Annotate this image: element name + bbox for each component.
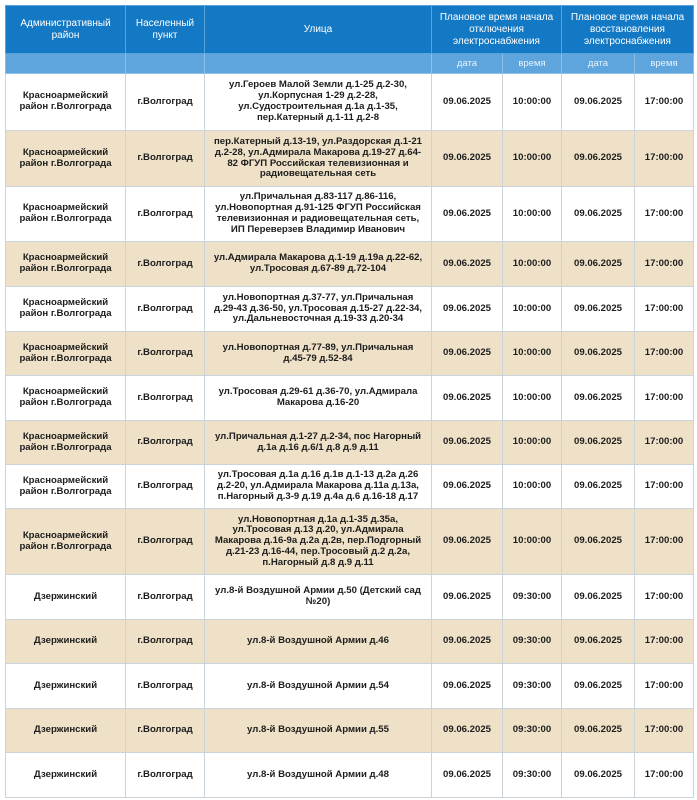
restore-date-cell: 09.06.2025 (562, 332, 635, 376)
table-header (6, 6, 694, 74)
outage-date-cell: 09.06.2025 (432, 421, 503, 465)
outage-time-cell: 10:00:00 (503, 131, 562, 187)
locality-cell: г.Волгоград (126, 187, 205, 242)
streets-cell: ул.8-й Воздушной Армии д.54 (205, 664, 432, 709)
outage-date-cell: 09.06.2025 (432, 74, 503, 131)
streets-cell: ул.8-й Воздушной Армии д.48 (205, 753, 432, 798)
district-cell: Красноармейский район г.Волгограда (6, 287, 126, 332)
district-cell: Красноармейский район г.Волгограда (6, 332, 126, 376)
table-row (6, 131, 694, 187)
outage-time-cell: 10:00:00 (503, 74, 562, 131)
header-locality: Населенный пункт (126, 6, 205, 54)
outage-date-cell: 09.06.2025 (432, 287, 503, 332)
outage-date-cell: 09.06.2025 (432, 664, 503, 709)
district-cell: Дзержинский (6, 753, 126, 798)
outage-date-cell: 09.06.2025 (432, 709, 503, 753)
table-row (6, 187, 694, 242)
restore-time-cell: 17:00:00 (635, 287, 694, 332)
district-cell: Красноармейский район г.Волгограда (6, 187, 126, 242)
locality-cell: г.Волгоград (126, 74, 205, 131)
restore-date-cell: 09.06.2025 (562, 376, 635, 421)
restore-date-cell: 09.06.2025 (562, 74, 635, 131)
streets-cell: ул.Адмирала Макарова д.1-19 д.19а д.22-62, ул.Тросовая д.67-89 д.72-104 (205, 242, 432, 287)
restore-time-cell: 17:00:00 (635, 509, 694, 575)
subheader-district-empty (6, 54, 126, 74)
restore-date-cell: 09.06.2025 (562, 620, 635, 664)
outage-date-cell: 09.06.2025 (432, 187, 503, 242)
restore-time-cell: 17:00:00 (635, 664, 694, 709)
locality-cell: г.Волгоград (126, 242, 205, 287)
outage-date-cell: 09.06.2025 (432, 131, 503, 187)
restore-time-cell: 17:00:00 (635, 187, 694, 242)
restore-date-cell: 09.06.2025 (562, 575, 635, 620)
subheader-street-empty (205, 54, 432, 74)
header-district: Административный район (6, 6, 126, 54)
district-cell: Красноармейский район г.Волгограда (6, 376, 126, 421)
table-body (6, 74, 694, 798)
table-row (6, 421, 694, 465)
restore-time-cell: 17:00:00 (635, 620, 694, 664)
district-cell: Красноармейский район г.Волгограда (6, 509, 126, 575)
locality-cell: г.Волгоград (126, 709, 205, 753)
locality-cell: г.Волгоград (126, 620, 205, 664)
subheader-restore-date: дата (562, 54, 635, 74)
table-row (6, 753, 694, 798)
outage-time-cell: 10:00:00 (503, 509, 562, 575)
restore-time-cell: 17:00:00 (635, 709, 694, 753)
locality-cell: г.Волгоград (126, 131, 205, 187)
restore-date-cell: 09.06.2025 (562, 753, 635, 798)
streets-cell: ул.Причальная д.83-117 д.86-116, ул.Новопортная д.91-125 ФГУП Российская телевизионная и радиовещательная сеть, ИП Переверзев Владимир Иванович (205, 187, 432, 242)
restore-time-cell: 17:00:00 (635, 753, 694, 798)
table-row (6, 465, 694, 509)
outage-date-cell: 09.06.2025 (432, 620, 503, 664)
subheader-outage-time: время (503, 54, 562, 74)
header-row (6, 6, 694, 54)
table-row (6, 242, 694, 287)
table-row (6, 287, 694, 332)
outage-time-cell: 10:00:00 (503, 287, 562, 332)
restore-time-cell: 17:00:00 (635, 242, 694, 287)
restore-date-cell: 09.06.2025 (562, 287, 635, 332)
outage-time-cell: 09:30:00 (503, 620, 562, 664)
power-outage-table (5, 5, 694, 798)
restore-date-cell: 09.06.2025 (562, 709, 635, 753)
streets-cell: ул.8-й Воздушной Армии д.50 (Детский сад №20) (205, 575, 432, 620)
streets-cell: ул.Тросовая д.29-61 д.36-70, ул.Адмирала Макарова д.16-20 (205, 376, 432, 421)
restore-time-cell: 17:00:00 (635, 575, 694, 620)
district-cell: Дзержинский (6, 664, 126, 709)
header-street: Улица (205, 6, 432, 54)
outage-date-cell: 09.06.2025 (432, 465, 503, 509)
subheader-locality-empty (126, 54, 205, 74)
streets-cell: ул.Новопортная д.1а д.1-35 д.35а, ул.Тросовая д.13 д.20, ул.Адмирала Макарова д.16-9а д.2а д.2в, пер.Подгорный д.21-23 д.16-44, пер.Тросовый д.2 д.2а, п.Нагорный д.8 д.9 д.11 (205, 509, 432, 575)
restore-time-cell: 17:00:00 (635, 421, 694, 465)
streets-cell: ул.Героев Малой Земли д.1-25 д.2-30, ул.Корпусная 1-29 д.2-28, ул.Судостроительная д.1а д.1-35, пер.Катерный д.1-11 д.2-8 (205, 74, 432, 131)
restore-time-cell: 17:00:00 (635, 131, 694, 187)
restore-date-cell: 09.06.2025 (562, 465, 635, 509)
table-row (6, 74, 694, 131)
subheader-outage-date: дата (432, 54, 503, 74)
header-outage-start: Плановое время начала отключения электроснабжения (432, 6, 562, 54)
restore-date-cell: 09.06.2025 (562, 664, 635, 709)
restore-date-cell: 09.06.2025 (562, 187, 635, 242)
outage-time-cell: 10:00:00 (503, 187, 562, 242)
outage-time-cell: 10:00:00 (503, 465, 562, 509)
district-cell: Дзержинский (6, 709, 126, 753)
restore-date-cell: 09.06.2025 (562, 421, 635, 465)
restore-date-cell: 09.06.2025 (562, 131, 635, 187)
table-row (6, 376, 694, 421)
district-cell: Красноармейский район г.Волгограда (6, 131, 126, 187)
table-row (6, 509, 694, 575)
locality-cell: г.Волгоград (126, 575, 205, 620)
table-row (6, 332, 694, 376)
outage-date-cell: 09.06.2025 (432, 376, 503, 421)
streets-cell: ул.Новопортная д.77-89, ул.Причальная д.45-79 д.52-84 (205, 332, 432, 376)
locality-cell: г.Волгоград (126, 287, 205, 332)
district-cell: Красноармейский район г.Волгограда (6, 421, 126, 465)
district-cell: Красноармейский район г.Волгограда (6, 242, 126, 287)
outage-date-cell: 09.06.2025 (432, 242, 503, 287)
locality-cell: г.Волгоград (126, 753, 205, 798)
outage-time-cell: 09:30:00 (503, 575, 562, 620)
restore-date-cell: 09.06.2025 (562, 509, 635, 575)
district-cell: Дзержинский (6, 575, 126, 620)
outage-time-cell: 10:00:00 (503, 242, 562, 287)
streets-cell: ул.Причальная д.1-27 д.2-34, пос Нагорный д.1а д.16 д.6/1 д.8 д.9 д.11 (205, 421, 432, 465)
outage-time-cell: 09:30:00 (503, 753, 562, 798)
streets-cell: ул.8-й Воздушной Армии д.46 (205, 620, 432, 664)
locality-cell: г.Волгоград (126, 664, 205, 709)
streets-cell: ул.Новопортная д.37-77, ул.Причальная д.29-43 д.36-50, ул.Тросовая д.15-27 д.22-34, ул.Дальневосточная д.19-33 д.20-34 (205, 287, 432, 332)
streets-cell: ул.Тросовая д.1а д.16 д.1в д.1-13 д.2а д.26 д.2-20, ул.Адмирала Макарова д.11а д.13а, п.Нагорный д.3-9 д.19 д.4а д.6 д.16-18 д.17 (205, 465, 432, 509)
outage-date-cell: 09.06.2025 (432, 332, 503, 376)
outage-time-cell: 10:00:00 (503, 332, 562, 376)
outage-date-cell: 09.06.2025 (432, 753, 503, 798)
outage-time-cell: 10:00:00 (503, 376, 562, 421)
table-row (6, 709, 694, 753)
streets-cell: пер.Катерный д.13-19, ул.Раздорская д.1-21 д.2-28, ул.Адмирала Макарова д.19-27 д.64- 82 ФГУП Российская телевизионная и радиовещательная сеть (205, 131, 432, 187)
restore-time-cell: 17:00:00 (635, 74, 694, 131)
restore-time-cell: 17:00:00 (635, 465, 694, 509)
table-row (6, 575, 694, 620)
subheader-row (6, 54, 694, 74)
locality-cell: г.Волгоград (126, 376, 205, 421)
header-restore-start: Плановое время начала восстановления электроснабжения (562, 6, 694, 54)
restore-time-cell: 17:00:00 (635, 332, 694, 376)
table-row (6, 620, 694, 664)
locality-cell: г.Волгоград (126, 509, 205, 575)
outage-time-cell: 09:30:00 (503, 664, 562, 709)
table-row (6, 664, 694, 709)
locality-cell: г.Волгоград (126, 332, 205, 376)
outage-date-cell: 09.06.2025 (432, 575, 503, 620)
district-cell: Дзержинский (6, 620, 126, 664)
locality-cell: г.Волгоград (126, 421, 205, 465)
streets-cell: ул.8-й Воздушной Армии д.55 (205, 709, 432, 753)
district-cell: Красноармейский район г.Волгограда (6, 74, 126, 131)
restore-date-cell: 09.06.2025 (562, 242, 635, 287)
district-cell: Красноармейский район г.Волгограда (6, 465, 126, 509)
locality-cell: г.Волгоград (126, 465, 205, 509)
restore-time-cell: 17:00:00 (635, 376, 694, 421)
outage-time-cell: 09:30:00 (503, 709, 562, 753)
outage-time-cell: 10:00:00 (503, 421, 562, 465)
subheader-restore-time: время (635, 54, 694, 74)
outage-date-cell: 09.06.2025 (432, 509, 503, 575)
